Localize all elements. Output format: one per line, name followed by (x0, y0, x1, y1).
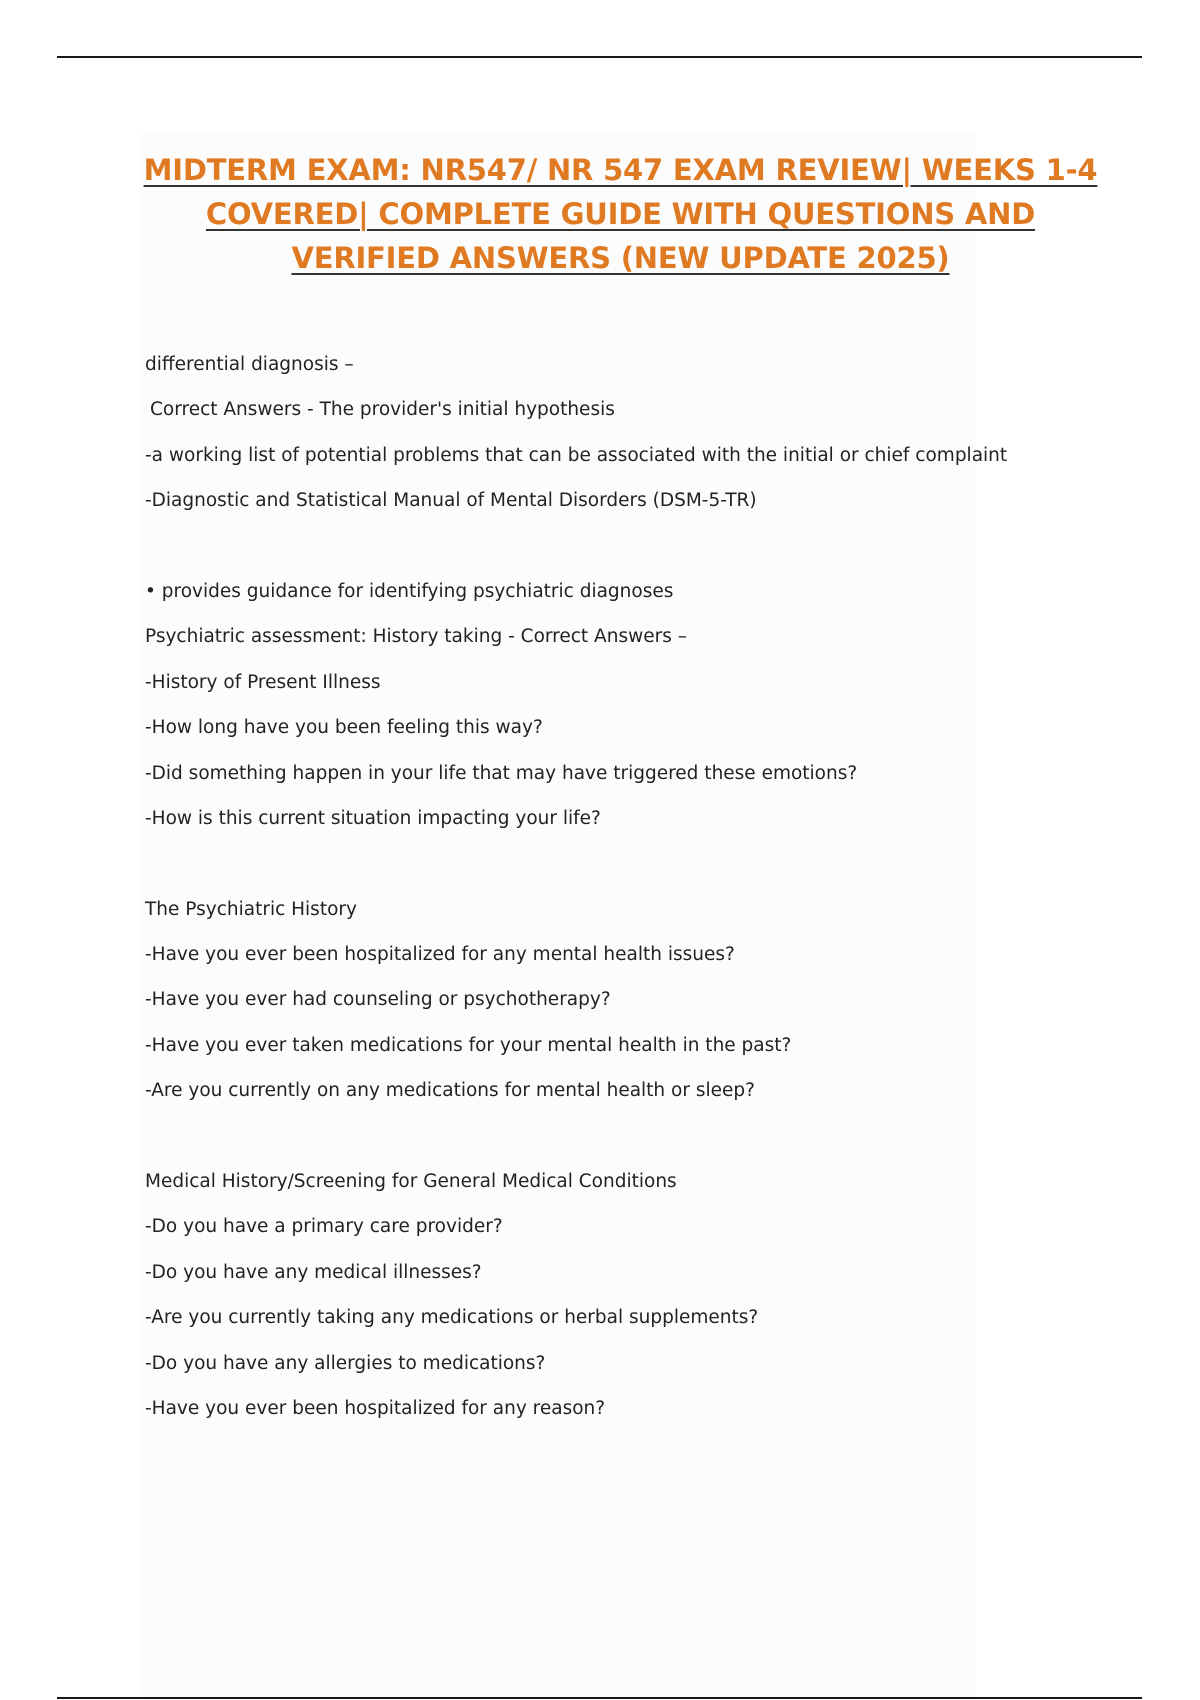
question-line: -Do you have a primary care provider? (145, 1216, 503, 1238)
section-heading: Psychiatric assessment: History taking - Correct Answers – (145, 626, 687, 648)
question-line: -Do you have any medical illnesses? (145, 1261, 482, 1283)
question-line: -Are you currently on any medications for mental health or sleep? (145, 1080, 755, 1102)
question-line: -Have you ever been hospitalized for any reason? (145, 1397, 606, 1419)
document-content (145, 348, 1008, 1437)
bottom-rule (57, 1697, 1142, 1699)
section-heading: Medical History/Screening for General Medical Conditions (145, 1171, 677, 1193)
blank-line (145, 530, 1005, 575)
blank-line (145, 847, 1005, 892)
text-line: Correct Answers - The provider's initial hypothesis (150, 399, 615, 421)
question-line: -Are you currently taking any medications or herbal supplements? (145, 1307, 759, 1329)
document-title: MIDTERM EXAM: NR547/ NR 547 EXAM REVIEW| WEEKS 1-4 COVERED| COMPLETE GUIDE WITH QUESTIONS AND VERIFIED ANSWERS (NEW UPDATE 2025) (143, 153, 1098, 275)
question-line: -How is this current situation impacting your life? (145, 807, 601, 829)
text-line: differential diagnosis – (145, 354, 354, 375)
bullet-line: • provides guidance for identifying psychiatric diagnoses (145, 580, 674, 602)
question-line: -Have you ever taken medications for your mental health in the past? (145, 1034, 792, 1056)
question-line: -Have you ever had counseling or psychotherapy? (145, 989, 611, 1011)
question-line: -Have you ever been hospitalized for any mental health issues? (145, 944, 735, 966)
section-heading: The Psychiatric History (145, 898, 357, 920)
question-line: -How long have you been feeling this way? (145, 717, 543, 739)
question-line: -Do you have any allergies to medications? (145, 1352, 546, 1374)
top-rule (57, 56, 1142, 58)
text-line: -History of Present Illness (145, 671, 381, 693)
question-line: -Did something happen in your life that may have triggered these emotions? (145, 762, 858, 784)
text-line: -Diagnostic and Statistical Manual of Mental Disorders (DSM-5-TR) (145, 490, 757, 512)
text-line: -a working list of potential problems that can be associated with the initial or chief complaint (145, 444, 1008, 466)
blank-line (145, 1120, 1005, 1165)
